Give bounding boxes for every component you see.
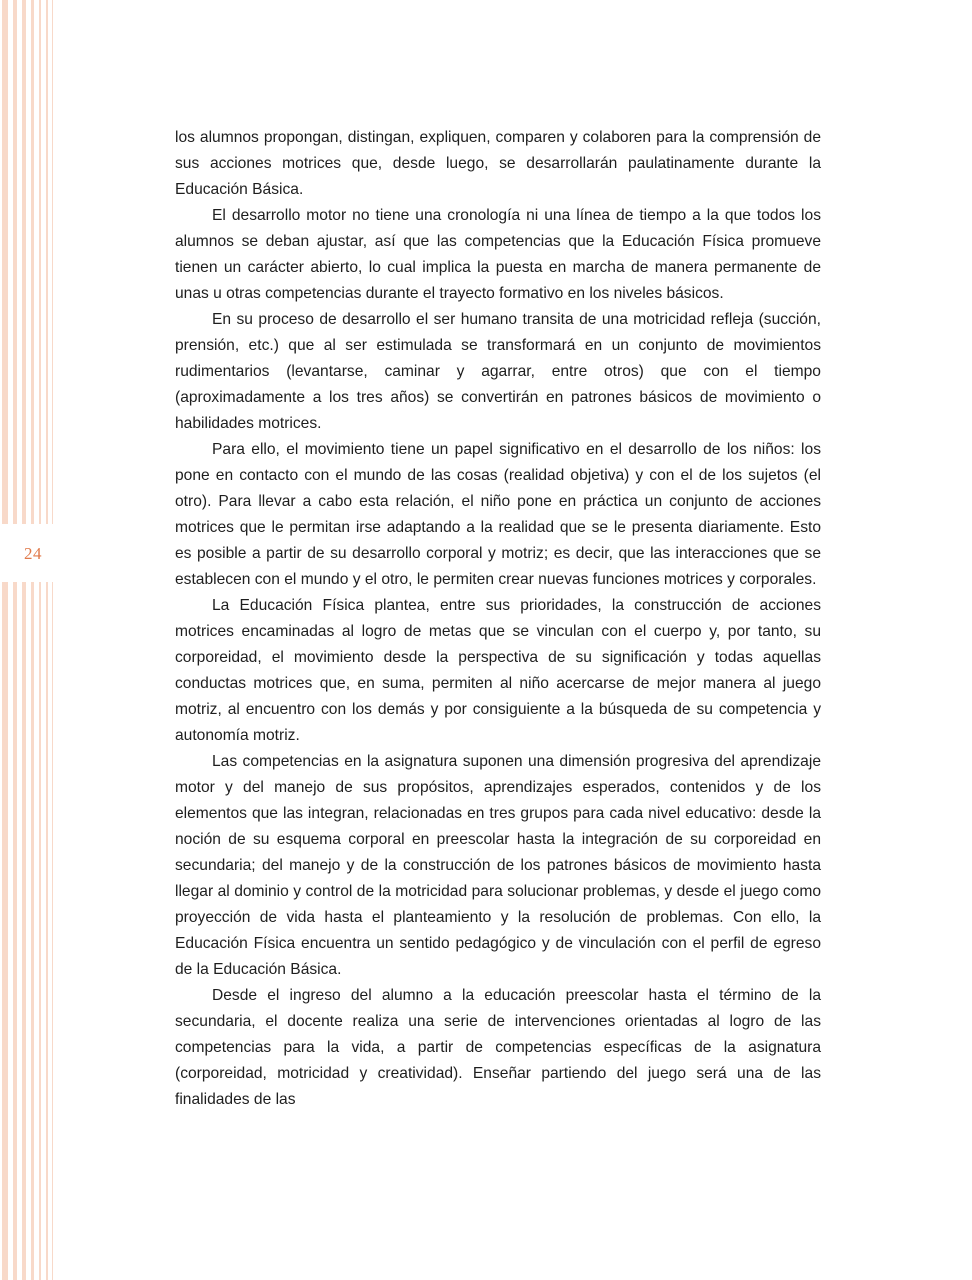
margin-stripe bbox=[31, 0, 34, 1280]
margin-stripe bbox=[52, 0, 53, 1280]
paragraph-3: En su proceso de desarrollo el ser humano transita de una motricidad refleja (succión, prensión, etc.) que al ser estimulada se transformará en un conjunto de movimientos rudimentarios (levantarse, caminar y agarrar, entre otros) que con el tiempo (aproximadamente a los tres años) se convertirán en patrones básicos de movimiento o habilidades motrices. bbox=[175, 311, 821, 432]
margin-stripe bbox=[46, 0, 48, 1280]
paragraph-1: los alumnos propongan, distingan, expliquen, comparen y colaboren para la comprensión de sus acciones motrices que, desde luego, se desarrollarán paulatinamente durante la Educación Básica. bbox=[175, 129, 821, 198]
margin-stripe bbox=[2, 0, 8, 1280]
margin-stripe bbox=[39, 0, 41, 1280]
paragraph-5: La Educación Física plantea, entre sus prioridades, la construcción de acciones motrices encaminadas al logro de metas que se vinculan con el cuerpo y, por tanto, su corporeidad, el movimiento desde la perspectiva de su significación y todas aquellas conductas motrices que, en suma, permiten al niño acercarse de mejor manera al juego motriz, al encuentro con los demás y por consiguiente a la búsqueda de su competencia y autonomía motriz. bbox=[175, 597, 821, 744]
margin-stripe bbox=[13, 0, 17, 1280]
margin-stripe bbox=[22, 0, 26, 1280]
body-text bbox=[175, 125, 821, 1113]
paragraph-7: Desde el ingreso del alumno a la educación preescolar hasta el término de la secundaria, el docente realiza una serie de intervenciones orientadas al logro de las competencias para la vida, a partir de competencias específicas de la asignatura (corporeidad, motricidad y creatividad). Enseñar partiendo del juego será una de las finalidades de las bbox=[175, 987, 821, 1108]
paragraph-6: Las competencias en la asignatura suponen una dimensión progresiva del aprendizaje motor y del manejo de sus propósitos, aprendizajes esperados, contenidos y de los elementos que las integran, relacionadas en tres grupos para cada nivel educativo: desde la noción de su esquema corporal en preescolar hasta la integración de su corporeidad en secundaria; del manejo y de la construcción de los patrones básicos de movimiento hasta llegar al dominio y control de la motricidad para solucionar problemas, y desde el juego como proyección de vida hasta el planteamiento y la resolución de problemas. Con ello, la Educación Física encuentra un sentido pedagógico y de vinculación con el perfil de egreso de la Educación Básica. bbox=[175, 753, 821, 978]
paragraph-4: Para ello, el movimiento tiene un papel significativo en el desarrollo de los niños: los pone en contacto con el mundo de las cosas (realidad objetiva) y con el de los sujetos (el otro). Para llevar a cabo esta relación, el niño pone en práctica un conjunto de acciones motrices que le permitan irse adaptando a la realidad que se le presenta diariamente. Esto es posible a partir de su desarrollo corporal y motriz; es decir, que las interacciones que se establecen con el mundo y el otro, le permiten crear nuevas funciones motrices y corporales. bbox=[175, 441, 821, 588]
paragraph-2: El desarrollo motor no tiene una cronología ni una línea de tiempo a la que todos los alumnos se deban ajustar, así que las competencias que la Educación Física promueve tienen un carácter abierto, lo cual implica la puesta en marcha de manera permanente de unas u otras competencias durante el trayecto formativo en los niveles básicos. bbox=[175, 207, 821, 302]
decorative-margin-stripes bbox=[0, 0, 60, 1280]
page-number: 24 bbox=[24, 544, 42, 563]
